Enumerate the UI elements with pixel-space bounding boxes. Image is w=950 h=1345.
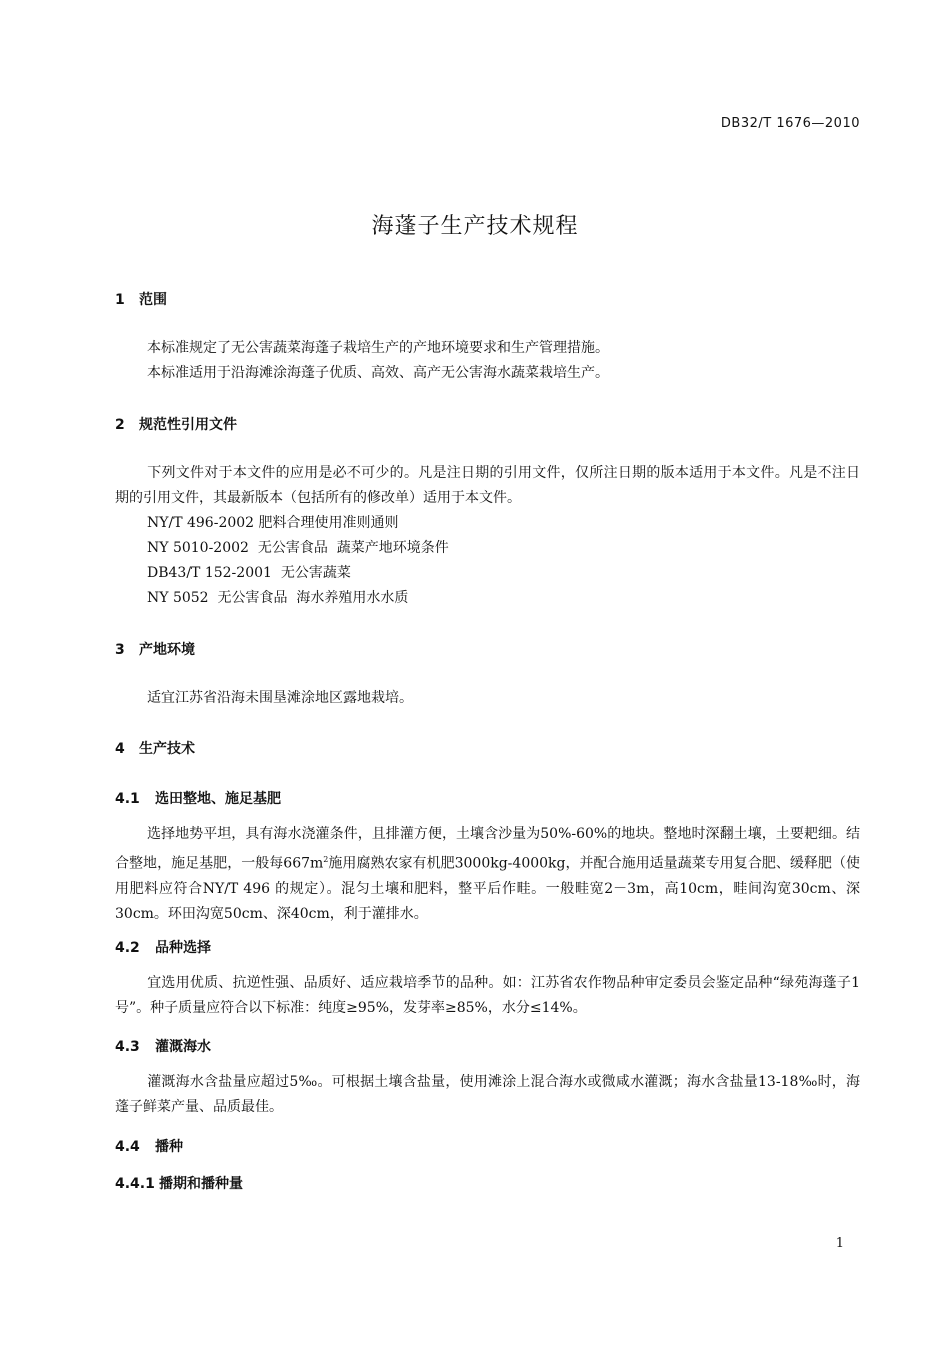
page-number: 1 xyxy=(835,1236,844,1251)
section-3-heading xyxy=(115,639,195,659)
superscript: 2 xyxy=(323,855,329,864)
references-intro-text: 下列文件对于本文件的应用是必不可少的。凡是注日期的引用文件，仅所注日期的版本适用于本文件。凡是不注日期的引用文件，其最新版本（包括所有的修改单）适用于本文件。 xyxy=(115,465,860,506)
section-title: 播期和播种量 xyxy=(159,1176,243,1192)
scope-line-1: 本标准规定了无公害蔬菜海蓬子栽培生产的产地环境要求和生产管理措施。 xyxy=(147,340,609,356)
reference-item: DB43/T 152-2001 无公害蔬菜 xyxy=(147,565,351,581)
section-number: 4.4 xyxy=(115,1139,140,1155)
scope-line-2: 本标准适用于沿海滩涂海蓬子优质、高效、高产无公害海水蔬菜栽培生产。 xyxy=(147,365,609,381)
references-intro xyxy=(115,461,860,511)
section-title: 品种选择 xyxy=(155,940,211,956)
irrigation-text: 灌溉海水含盐量应超过5‰。可根据土壤含盐量，使用滩涂上混合海水或微咸水灌溉；海水含盐量13-18‰时，海蓬子鲜菜产量、品质最佳。 xyxy=(115,1074,860,1115)
document-title: 海蓬子生产技术规程 xyxy=(371,214,579,239)
section-4-heading xyxy=(115,738,195,758)
text-part-a: 选择地势平坦，具有海水浇灌条件，且排灌方便，土壤含沙量为50%-60%的地块。整地时深翻土壤，土要耙细。结合整地，施足基肥，一般每667m xyxy=(115,826,860,872)
section-title: 规范性引用文件 xyxy=(139,417,237,433)
section-4-2-text xyxy=(115,971,860,1021)
section-title: 灌溉海水 xyxy=(155,1039,211,1055)
section-4-3-text xyxy=(115,1070,860,1120)
environment-text: 适宜江苏省沿海未围垦滩涂地区露地栽培。 xyxy=(147,690,413,706)
section-title: 播种 xyxy=(155,1139,183,1155)
section-title: 范围 xyxy=(139,292,167,308)
section-number: 2 xyxy=(115,417,125,433)
section-number: 4.3 xyxy=(115,1039,140,1055)
section-4-2-heading xyxy=(115,937,211,957)
variety-text: 宜选用优质、抗逆性强、品质好、适应栽培季节的品种。如：江苏省农作物品种审定委员会鉴定品种“绿苑海蓬子1号”。种子质量应符合以下标准：纯度≥95%，发芽率≥85%，水分≤14%。 xyxy=(115,975,860,1016)
section-4-4-heading xyxy=(115,1136,183,1156)
reference-item: NY 5052 无公害食品 海水养殖用水水质 xyxy=(147,590,409,606)
section-4-1-text xyxy=(115,822,860,927)
standard-code: DB32/T 1676—2010 xyxy=(720,116,860,131)
section-title: 生产技术 xyxy=(139,741,195,757)
section-number: 4.4.1 xyxy=(115,1176,155,1192)
section-4-3-heading xyxy=(115,1036,211,1056)
reference-item: NY 5010-2002 无公害食品 蔬菜产地环境条件 xyxy=(147,540,449,556)
section-number: 1 xyxy=(115,292,125,308)
text-part-b: 施用腐熟农家有机肥3000kg-4000kg，并配合施用适量蔬菜专用复合肥、缓释肥（使用肥料应符合NY/T 496 的规定）。混匀土壤和肥料，整平后作畦。一般畦宽2－3m，高10cm，畦间沟宽30cm、深30cm。环田沟宽50cm、深40cm，利于灌排水。 xyxy=(115,855,860,922)
section-2-heading xyxy=(115,414,237,434)
section-title: 选田整地、施足基肥 xyxy=(155,791,281,807)
reference-item: NY/T 496-2002 肥料合理使用准则通则 xyxy=(147,515,399,531)
section-number: 4.2 xyxy=(115,940,140,956)
section-title: 产地环境 xyxy=(139,642,195,658)
section-number: 4 xyxy=(115,741,125,757)
section-number: 3 xyxy=(115,642,125,658)
section-4-4-1-heading xyxy=(115,1173,243,1193)
section-number: 4.1 xyxy=(115,791,140,807)
section-4-1-heading xyxy=(115,788,281,808)
section-1-heading xyxy=(115,289,167,309)
